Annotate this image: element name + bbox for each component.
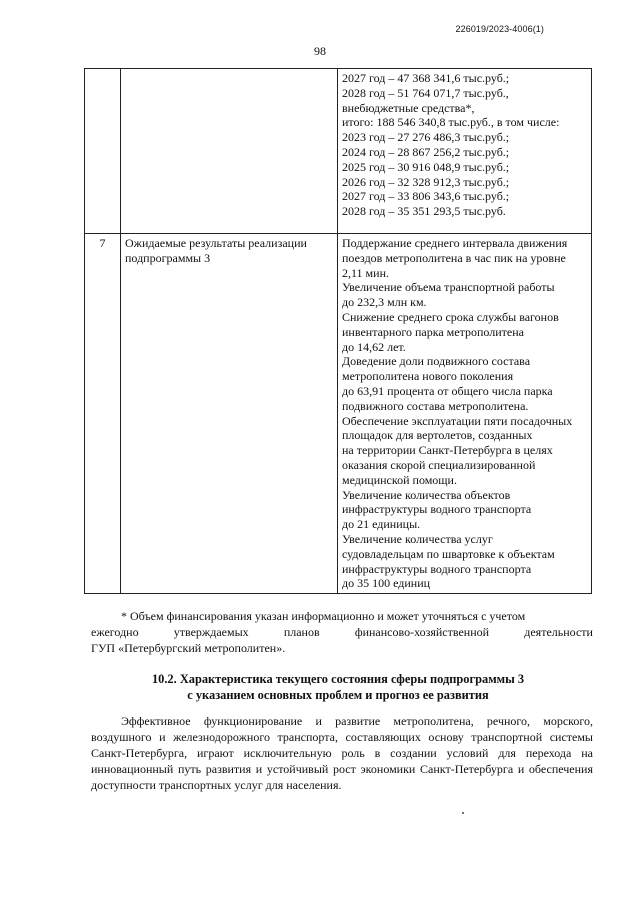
financing-line: 2023 год – 27 276 486,3 тыс.руб.; — [342, 130, 510, 145]
footnote-word: утверждаемых — [173, 625, 249, 639]
scan-dot — [462, 812, 464, 814]
result-line: инфраструктуры водного транспорта — [342, 561, 532, 576]
result-line: площадок для вертолетов, созданных — [342, 428, 533, 443]
row-title-cell — [121, 234, 338, 594]
result-line: до 21 единицы. — [342, 517, 421, 532]
financing-cell — [338, 69, 592, 234]
program-passport-table — [84, 68, 592, 594]
result-line: медицинской помощи. — [342, 472, 457, 487]
footnote-word: финансово-хозяйственной — [354, 625, 490, 639]
result-line: Снижение среднего срока службы вагонов — [342, 309, 559, 324]
row-number-cell — [85, 69, 121, 234]
result-line: метрополитена нового поколения — [342, 369, 514, 384]
result-line: оказания скорой специализированной — [342, 457, 536, 472]
financing-line: 2025 год – 30 916 048,9 тыс.руб.; — [342, 159, 510, 174]
section-heading-line: с указанием основных проблем и прогноз ее развития — [187, 688, 489, 702]
table-row — [85, 69, 592, 234]
financing-line: 2026 год – 32 328 912,3 тыс.руб.; — [342, 174, 510, 189]
result-line: Поддержание среднего интервала движения — [342, 236, 568, 250]
page-number: 98 — [314, 44, 326, 58]
result-line: инвентарного парка метрополитена — [342, 324, 524, 339]
result-line: до 232,3 млн км. — [342, 295, 427, 310]
result-line: Обеспечение эксплуатации пяти посадочных — [342, 413, 573, 428]
row-title-line: Ожидаемые результаты реализации — [125, 236, 307, 250]
result-line: на территории Санкт-Петербурга в целях — [342, 443, 553, 458]
row-title-line: подпрограммы 3 — [125, 250, 211, 265]
footnote-word: ежегодно — [91, 625, 139, 639]
result-line: до 14,62 лет. — [342, 339, 406, 354]
paragraph-text: Эффективное функционирование и развитие метрополитена, речного, морского, воздушного и железнодорожного транспорта, составляющих основу транспортной системы Санкт-Петербурга, играют исключительную роль в создании условий для перехода на инновационный путь развития и устойчивый рост экономики Санкт-Петербурга и обеспечения доступности транспортных услуг для населения. — [91, 714, 593, 792]
financing-line: итого: 188 546 340,8 тыс.руб., в том числе: — [342, 115, 560, 130]
result-line: подвижного состава метрополитена. — [342, 398, 529, 413]
result-line: 2,11 мин. — [342, 265, 389, 280]
paragraph-indent — [91, 714, 121, 728]
result-line: Доведение доли подвижного состава — [342, 354, 531, 369]
result-line: поездов метрополитена в час пик на уровне — [342, 250, 566, 265]
financing-line: 2028 год – 35 351 293,5 тыс.руб. — [342, 204, 506, 219]
financing-line: 2024 год – 28 867 256,2 тыс.руб.; — [342, 144, 510, 159]
section-heading-line: 10.2. Характеристика текущего состояния сферы подпрограммы 3 — [151, 672, 525, 686]
table-row — [85, 234, 592, 594]
financing-line: 2027 год – 47 368 341,6 тыс.руб.; — [342, 71, 510, 85]
result-line: судовладельцам по швартовке к объектам — [342, 546, 555, 561]
section-heading — [84, 671, 592, 703]
footnote-line: ГУП «Петербургский метрополитен». — [91, 641, 286, 655]
result-line: Увеличение количества объектов — [342, 487, 511, 502]
document-id: 226019/2023-4006(1) — [455, 24, 544, 34]
result-line: Увеличение объема транспортной работы — [342, 280, 555, 295]
expected-results-cell — [338, 234, 592, 594]
financing-line: внебюджетные средства*, — [342, 100, 475, 115]
financing-line: 2027 год – 33 806 343,6 тыс.руб.; — [342, 189, 510, 204]
result-line: до 63,91 процента от общего числа парка — [342, 383, 553, 398]
section-paragraph — [91, 713, 593, 793]
footnote — [91, 608, 593, 656]
row-title-cell — [121, 69, 338, 234]
result-line: Увеличение количества услуг — [342, 531, 493, 546]
result-line: инфраструктуры водного транспорта — [342, 502, 532, 517]
row-number-cell: 7 — [85, 234, 121, 594]
footnote-line: * Объем финансирования указан информационно и может уточняться с учетом — [121, 609, 526, 623]
footnote-line — [91, 624, 593, 640]
result-line: до 35 100 единиц — [342, 576, 431, 591]
financing-line: 2028 год – 51 764 071,7 тыс.руб., — [342, 85, 509, 100]
footnote-word: планов — [283, 625, 320, 639]
footnote-word: деятельности — [524, 625, 593, 639]
